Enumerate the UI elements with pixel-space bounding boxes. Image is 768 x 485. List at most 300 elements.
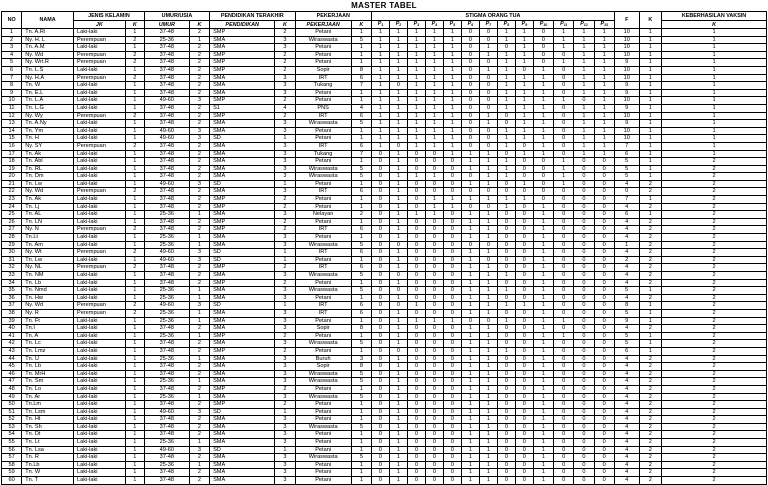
table-row (2, 340, 767, 348)
table-cell: SMA (210, 120, 275, 128)
table-cell: 0 (461, 142, 479, 150)
table-cell: 2 (189, 29, 209, 37)
table-cell: 0 (515, 477, 533, 485)
table-cell: 0 (574, 302, 594, 310)
header-umur: UMUR/USIA (144, 12, 209, 21)
table-cell: 1 (389, 454, 407, 462)
table-cell: 0 (497, 234, 515, 242)
table-cell: 0 (594, 279, 614, 287)
table-cell: 1 (479, 44, 497, 52)
table-cell: 1 (574, 127, 594, 135)
table-row (2, 51, 767, 59)
table-cell: 1 (425, 317, 443, 325)
table-cell: 2 (662, 401, 767, 409)
table-cell: 1 (639, 97, 661, 105)
table-cell: 0 (407, 477, 425, 485)
table-cell: 0 (443, 226, 461, 234)
table-cell: SMP (210, 112, 275, 120)
table-cell: 0 (594, 272, 614, 280)
table-cell: 1 (639, 150, 661, 158)
table-cell: 7 (2, 74, 22, 82)
table-cell: Petani (295, 317, 351, 325)
table-cell: 0 (497, 150, 515, 158)
table-cell: 1 (461, 272, 479, 280)
table-cell: 0 (407, 355, 425, 363)
table-cell: 0 (574, 423, 594, 431)
table-cell: 37-48 (144, 51, 189, 59)
table-cell: 25-36 (144, 393, 189, 401)
table-cell: 2 (125, 188, 144, 196)
table-cell: 3 (275, 150, 295, 158)
table-cell: 1 (372, 120, 390, 128)
table-cell: 1 (533, 385, 553, 393)
table-cell: Perempuan (73, 142, 125, 150)
table-cell: 0 (533, 165, 553, 173)
table-cell: 1 (461, 180, 479, 188)
table-cell: 1 (461, 393, 479, 401)
table-cell: 1 (351, 431, 371, 439)
table-cell: 1 (389, 439, 407, 447)
table-cell: 0 (515, 158, 533, 166)
table-cell: 0 (461, 173, 479, 181)
table-cell: 1 (479, 287, 497, 295)
table-cell: 4 (2, 51, 22, 59)
table-cell: Tn. A.Ny (22, 120, 74, 128)
table-cell: 1 (125, 120, 144, 128)
table-cell: 1 (425, 112, 443, 120)
table-cell: 1 (662, 66, 767, 74)
table-cell: 49 (2, 393, 22, 401)
table-cell: 0 (425, 393, 443, 401)
table-cell: 0 (515, 66, 533, 74)
table-cell: 3 (275, 416, 295, 424)
table-cell: 49-60 (144, 135, 189, 143)
table-cell: 5 (351, 272, 371, 280)
table-cell: 0 (372, 294, 390, 302)
table-cell: 25-36 (144, 234, 189, 242)
table-cell: 0 (574, 461, 594, 469)
table-cell: 0 (515, 294, 533, 302)
table-cell: 5 (351, 36, 371, 44)
table-cell: 1 (125, 158, 144, 166)
table-cell: 0 (443, 302, 461, 310)
table-cell: 1 (515, 82, 533, 90)
table-row (2, 272, 767, 280)
table-cell: 2 (125, 74, 144, 82)
table-cell: 1 (389, 203, 407, 211)
table-cell: SMA (210, 477, 275, 485)
table-cell: 1 (479, 340, 497, 348)
table-cell: 1 (351, 203, 371, 211)
table-header (2, 12, 767, 29)
table-cell: 1 (389, 188, 407, 196)
table-cell: 1 (479, 226, 497, 234)
table-cell: 0 (515, 317, 533, 325)
table-cell: 5 (351, 241, 371, 249)
table-cell: 1 (515, 104, 533, 112)
table-cell: SMP (210, 332, 275, 340)
table-cell: 3 (189, 135, 209, 143)
table-cell: 0 (515, 347, 533, 355)
table-cell: 1 (389, 461, 407, 469)
table-cell: 0 (497, 44, 515, 52)
table-cell: Petani (295, 180, 351, 188)
table-cell: 0 (443, 340, 461, 348)
table-cell: SD (210, 135, 275, 143)
table-cell: 1 (351, 196, 371, 204)
table-cell: 1 (443, 142, 461, 150)
table-cell: Petani (295, 408, 351, 416)
table-cell: 0 (461, 97, 479, 105)
table-cell: Laki-laki (73, 446, 125, 454)
table-cell: 0 (389, 287, 407, 295)
table-cell: 0 (554, 150, 574, 158)
table-cell: 2 (662, 211, 767, 219)
table-cell: Perempuan (73, 74, 125, 82)
table-cell: 1 (372, 104, 390, 112)
table-cell: 4 (275, 104, 295, 112)
table-cell: 0 (443, 469, 461, 477)
table-cell: Ny. Wd (22, 51, 74, 59)
table-cell: 5 (614, 332, 639, 340)
table-cell: 0 (497, 439, 515, 447)
table-cell: 0 (533, 158, 553, 166)
table-cell: 1 (407, 142, 425, 150)
table-cell: 0 (372, 272, 390, 280)
table-cell: 37-48 (144, 44, 189, 52)
table-cell: 1 (479, 249, 497, 257)
table-row (2, 294, 767, 302)
table-cell: 40 (2, 325, 22, 333)
table-cell: 1 (125, 378, 144, 386)
table-cell: 0 (443, 188, 461, 196)
table-cell: 13 (2, 120, 22, 128)
table-cell: 1 (533, 66, 553, 74)
table-cell: 0 (372, 340, 390, 348)
table-cell: 0 (594, 302, 614, 310)
table-cell: 0 (594, 340, 614, 348)
table-cell: Laki-laki (73, 347, 125, 355)
table-cell: 0 (594, 347, 614, 355)
table-cell: 37-48 (144, 82, 189, 90)
table-cell: 1 (125, 431, 144, 439)
table-cell: 1 (461, 408, 479, 416)
table-cell: SMA (210, 454, 275, 462)
table-cell: 1 (461, 302, 479, 310)
table-cell: 0 (372, 469, 390, 477)
table-cell: 1 (479, 385, 497, 393)
table-cell: 1 (125, 196, 144, 204)
table-cell: 0 (554, 272, 574, 280)
table-cell: 1 (125, 165, 144, 173)
table-cell: 1 (479, 332, 497, 340)
table-cell: 1 (372, 142, 390, 150)
table-cell: 0 (574, 211, 594, 219)
table-cell: Tn. Ft (22, 317, 74, 325)
table-cell: 0 (594, 317, 614, 325)
table-cell: 0 (574, 325, 594, 333)
table-cell: 1 (515, 97, 533, 105)
table-cell: 1 (351, 234, 371, 242)
table-cell: 1 (479, 272, 497, 280)
table-cell: 0 (443, 158, 461, 166)
table-cell: 1 (389, 431, 407, 439)
table-cell: Perempuan (73, 249, 125, 257)
table-cell: 1 (461, 287, 479, 295)
table-cell: SMA (210, 173, 275, 181)
table-row (2, 431, 767, 439)
table-cell: SMA (210, 393, 275, 401)
table-cell: 0 (594, 325, 614, 333)
table-cell: 2 (639, 461, 661, 469)
table-cell: 1 (461, 249, 479, 257)
table-cell: 1 (425, 127, 443, 135)
table-cell: SD (210, 180, 275, 188)
table-cell: 1 (372, 89, 390, 97)
master-table-sheet (1, 0, 767, 485)
table-cell: 2 (662, 180, 767, 188)
table-cell: 5 (614, 173, 639, 181)
table-cell: 1 (533, 431, 553, 439)
table-cell: 1 (497, 36, 515, 44)
table-cell: 1 (125, 454, 144, 462)
table-cell: Laki-laki (73, 82, 125, 90)
table-cell: 0 (479, 188, 497, 196)
table-cell: 1 (479, 158, 497, 166)
table-cell: 0 (425, 416, 443, 424)
table-cell: 25-36 (144, 378, 189, 386)
table-cell: 1 (125, 439, 144, 447)
table-cell: 1 (389, 446, 407, 454)
table-cell: 0 (594, 408, 614, 416)
table-cell: 0 (443, 309, 461, 317)
table-cell: 1 (479, 401, 497, 409)
subscript: 10 (543, 23, 548, 27)
table-cell: 0 (389, 272, 407, 280)
table-cell: 1 (554, 59, 574, 67)
table-cell: 0 (594, 393, 614, 401)
table-cell: 2 (662, 234, 767, 242)
table-cell: 5 (614, 309, 639, 317)
table-cell: 2 (662, 218, 767, 226)
table-cell: 2 (662, 393, 767, 401)
table-cell: 0 (425, 279, 443, 287)
table-cell: 1 (189, 211, 209, 219)
table-cell: 1 (497, 165, 515, 173)
table-cell: 3 (275, 188, 295, 196)
table-cell: 1 (479, 416, 497, 424)
table-cell: 4 (614, 446, 639, 454)
table-cell: 0 (443, 355, 461, 363)
table-row (2, 165, 767, 173)
table-cell: 0 (372, 431, 390, 439)
table-cell: 0 (554, 142, 574, 150)
table-cell: 2 (662, 287, 767, 295)
table-cell: 9 (614, 317, 639, 325)
table-cell: 0 (554, 89, 574, 97)
table-cell: 1 (351, 469, 371, 477)
table-cell: 39 (2, 317, 22, 325)
table-row (2, 218, 767, 226)
table-cell: 2 (189, 104, 209, 112)
table-cell: 48 (2, 385, 22, 393)
table-cell: 1 (497, 135, 515, 143)
table-cell: Tn. Ar (22, 393, 74, 401)
table-cell: 49-60 (144, 302, 189, 310)
table-cell: 0 (425, 454, 443, 462)
header-jk: JK (73, 21, 125, 29)
table-cell: 0 (372, 454, 390, 462)
table-cell: 0 (574, 385, 594, 393)
table-cell: 0 (554, 218, 574, 226)
header-p13: $P_{13}$ (594, 21, 614, 29)
table-cell: 0 (594, 309, 614, 317)
table-cell: 0 (594, 446, 614, 454)
table-cell: 1 (639, 112, 661, 120)
table-cell: 1 (407, 51, 425, 59)
table-cell: Ny. SY (22, 142, 74, 150)
table-cell: 0 (389, 347, 407, 355)
table-cell: 2 (275, 29, 295, 37)
table-cell: 1 (389, 294, 407, 302)
table-cell: 1 (372, 112, 390, 120)
table-cell: 1 (389, 104, 407, 112)
table-cell: Tn. Dt (22, 431, 74, 439)
table-cell: 0 (554, 249, 574, 257)
table-cell: 1 (425, 44, 443, 52)
table-cell: 1 (407, 59, 425, 67)
table-cell: 0 (594, 477, 614, 485)
table-cell: 4 (351, 104, 371, 112)
table-cell: 0 (372, 393, 390, 401)
table-cell: 1 (351, 408, 371, 416)
table-cell: 6 (351, 112, 371, 120)
table-cell: 2 (639, 226, 661, 234)
table-cell: 1 (639, 135, 661, 143)
table-cell: 1 (461, 469, 479, 477)
table-cell: Tn.Lm (22, 401, 74, 409)
table-cell: 2 (189, 112, 209, 120)
table-cell: SMA (210, 127, 275, 135)
table-cell: 1 (125, 82, 144, 90)
table-cell: 3 (2, 44, 22, 52)
table-cell: 2 (639, 431, 661, 439)
table-cell: 1 (594, 112, 614, 120)
table-cell: 3 (275, 44, 295, 52)
table-cell: Tn. LN (22, 218, 74, 226)
table-cell: 1 (574, 135, 594, 143)
table-cell: Tn. W (22, 469, 74, 477)
table-cell: Tn. AL (22, 211, 74, 219)
table-cell: Wiraswasta (295, 272, 351, 280)
table-cell: 1 (461, 385, 479, 393)
table-cell: Tn. Lt (22, 439, 74, 447)
table-cell: Laki-laki (73, 211, 125, 219)
table-cell: 2 (639, 408, 661, 416)
table-cell: 1 (125, 408, 144, 416)
table-cell: 9 (614, 59, 639, 67)
table-cell: 10 (614, 97, 639, 105)
table-cell: Petani (295, 439, 351, 447)
table-cell: 1 (533, 309, 553, 317)
table-cell: Tn. Dm (22, 173, 74, 181)
table-row (2, 44, 767, 52)
table-cell: Tn. Lsa (22, 446, 74, 454)
table-cell: 8 (351, 66, 371, 74)
table-cell: 1 (497, 347, 515, 355)
table-cell: 1 (351, 279, 371, 287)
table-cell: Wiraswasta (295, 378, 351, 386)
table-cell: Laki-laki (73, 165, 125, 173)
table-cell: 37-48 (144, 423, 189, 431)
table-cell: 0 (443, 264, 461, 272)
table-cell: 2 (275, 203, 295, 211)
table-cell: 1 (497, 59, 515, 67)
table-cell: 2 (662, 173, 767, 181)
table-cell: 0 (497, 218, 515, 226)
table-cell: 1 (479, 378, 497, 386)
table-cell: 1 (639, 104, 661, 112)
table-cell: 0 (554, 363, 574, 371)
table-cell: 1 (479, 150, 497, 158)
table-cell: 0 (574, 203, 594, 211)
table-cell: 2 (189, 454, 209, 462)
table-cell: 0 (554, 256, 574, 264)
table-cell: 5 (614, 340, 639, 348)
table-cell: Laki-laki (73, 332, 125, 340)
table-cell: Tn. Lsm (22, 408, 74, 416)
table-cell: 6 (614, 347, 639, 355)
table-cell: 37-48 (144, 196, 189, 204)
table-cell: 0 (574, 332, 594, 340)
table-row (2, 423, 767, 431)
table-cell: 0 (461, 135, 479, 143)
table-cell: 0 (515, 249, 533, 257)
table-cell: 0 (407, 378, 425, 386)
table-cell: 1 (639, 340, 661, 348)
table-cell: 2 (275, 401, 295, 409)
table-cell: 8 (2, 82, 22, 90)
table-cell: 37-48 (144, 112, 189, 120)
table-cell: Tn.I (22, 325, 74, 333)
table-cell: 0 (515, 454, 533, 462)
table-cell: 0 (594, 226, 614, 234)
table-cell: 1 (125, 104, 144, 112)
table-cell: 1 (533, 226, 553, 234)
table-cell: 1 (125, 340, 144, 348)
table-cell: SMP (210, 59, 275, 67)
table-cell: 2 (125, 59, 144, 67)
table-cell: 2 (275, 226, 295, 234)
table-cell: Tukang (295, 150, 351, 158)
table-cell: 1 (479, 477, 497, 485)
table-cell: Tn. Ht (22, 416, 74, 424)
table-cell: 0 (407, 347, 425, 355)
table-cell: 37-48 (144, 218, 189, 226)
table-cell: 37-48 (144, 401, 189, 409)
table-cell: 1 (389, 218, 407, 226)
table-cell: 0 (372, 226, 390, 234)
table-cell: 0 (443, 249, 461, 257)
table-cell: 1 (275, 180, 295, 188)
table-cell: 1 (497, 287, 515, 295)
table-cell: 1 (275, 249, 295, 257)
table-cell: 1 (639, 142, 661, 150)
table-cell: IRT (295, 112, 351, 120)
table-cell: 0 (515, 309, 533, 317)
table-cell: 2 (639, 325, 661, 333)
table-cell: 0 (479, 36, 497, 44)
